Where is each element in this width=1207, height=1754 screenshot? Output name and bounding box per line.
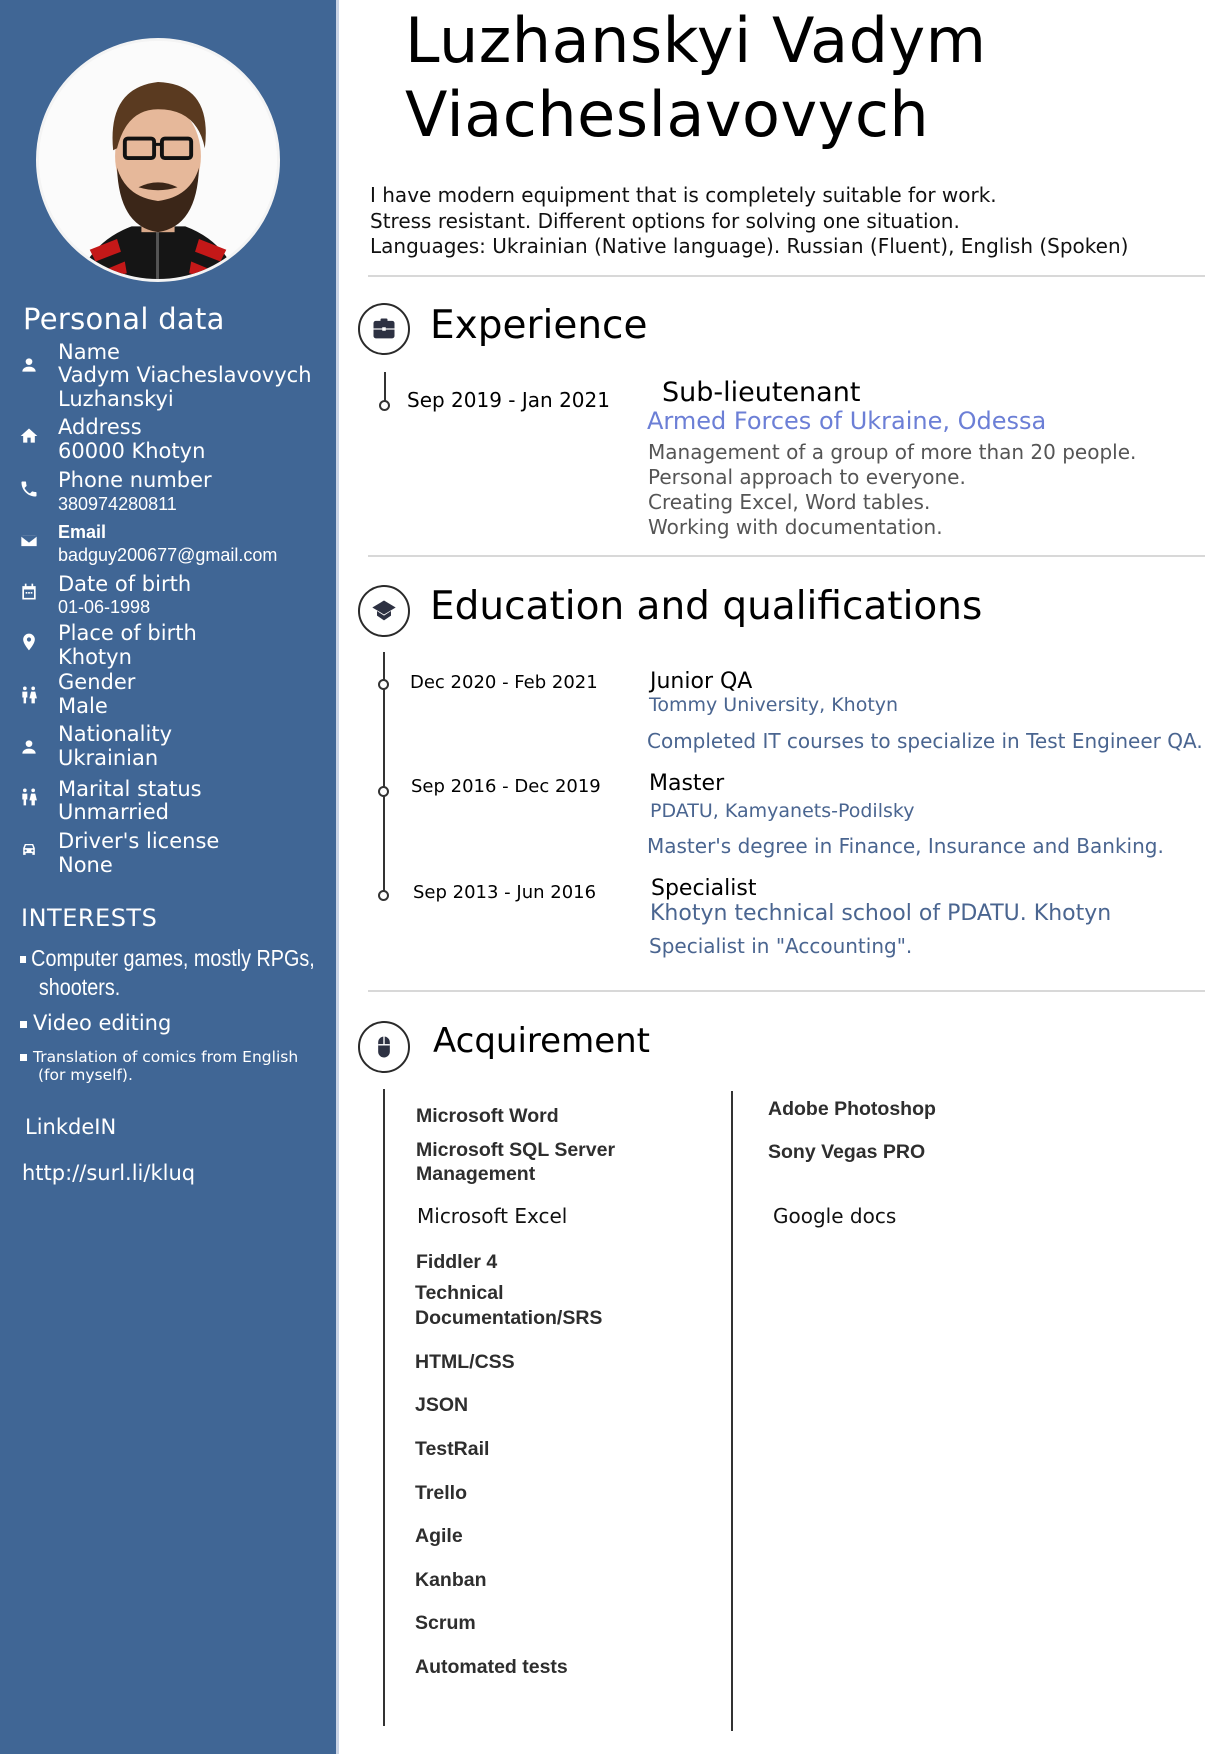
interests-title: INTERESTS	[21, 904, 158, 932]
summary	[370, 183, 1128, 260]
nationality-label: Nationality	[58, 722, 173, 746]
gender-value: Male	[58, 694, 108, 718]
graduation-cap-icon	[358, 585, 410, 637]
education-description: Master's degree in Finance, Insurance and Banking.	[647, 834, 1164, 858]
sidebar	[0, 0, 336, 1754]
experience-role: Sub-lieutenant	[662, 377, 861, 408]
bullet-icon	[20, 956, 26, 963]
timeline-dot	[378, 786, 389, 797]
name-value-line2: Luzhanskyi	[58, 387, 174, 411]
summary-line: Stress resistant. Different options for solving one situation.	[370, 208, 960, 233]
phone-icon	[18, 478, 40, 500]
description-line: Creating Excel, Word tables.	[648, 490, 931, 514]
interest-item	[20, 1011, 171, 1035]
skill-item: Automated tests	[415, 1656, 568, 1678]
education-description: Completed IT courses to specialize in Test Engineer QA.	[647, 729, 1203, 753]
interest-text: Computer games, mostly RPGs,	[31, 945, 315, 971]
divider	[368, 555, 1205, 557]
timeline-dot	[379, 400, 390, 411]
education-role: Specialist	[651, 876, 757, 901]
education-org: Khotyn technical school of PDATU. Khotyn	[650, 901, 1112, 926]
calendar-icon	[18, 581, 40, 603]
skill-item: HTML/CSS	[415, 1351, 515, 1373]
summary-line: I have modern equipment that is completely suitable for work.	[370, 183, 997, 207]
skill-item: Scrum	[415, 1612, 476, 1634]
interest-item	[20, 944, 315, 1002]
interest-item	[20, 1048, 298, 1084]
skill-item: JSON	[415, 1394, 469, 1416]
interest-text: Translation of comics from English	[33, 1048, 299, 1066]
car-icon	[18, 838, 40, 860]
description-line: Working with documentation.	[648, 515, 943, 539]
skill-item: Microsoft Word	[416, 1105, 559, 1127]
phone-value: 380974280811	[58, 494, 177, 514]
place-of-birth-value: Khotyn	[58, 645, 132, 669]
page-title	[405, 4, 987, 152]
skill-item: Kanban	[415, 1569, 487, 1591]
drivers-license-value: None	[58, 853, 113, 877]
education-title: Education and qualifications	[430, 584, 983, 629]
education-org: Tommy University, Khotyn	[649, 694, 899, 716]
divider	[368, 990, 1205, 992]
person-icon	[18, 736, 40, 758]
description-line: Personal approach to everyone.	[648, 465, 966, 489]
experience-dates: Sep 2019 - Jan 2021	[407, 388, 610, 412]
skill-item: Agile	[415, 1525, 463, 1547]
drivers-license-label: Driver's license	[58, 829, 220, 853]
marital-status-label: Marital status	[58, 777, 202, 801]
mouse-icon	[358, 1021, 410, 1073]
dob-value: 01-06-1998	[58, 597, 151, 617]
place-of-birth-label: Place of birth	[58, 621, 197, 645]
skill-item: Microsoft Excel	[417, 1204, 568, 1228]
linkedin-url-link[interactable]: http://surl.li/kluq	[22, 1161, 196, 1185]
skills-column-line-right	[731, 1091, 733, 1731]
experience-title: Experience	[430, 303, 648, 348]
profile-photo	[36, 38, 280, 282]
interest-text: Video editing	[33, 1011, 172, 1035]
skills-column-line-left	[383, 1089, 385, 1726]
skill-item: Microsoft SQL Server	[416, 1139, 616, 1161]
email-value[interactable]: badguy200677@gmail.com	[58, 545, 278, 565]
education-dates: Dec 2020 - Feb 2021	[410, 672, 598, 693]
education-dates: Sep 2013 - Jun 2016	[413, 882, 597, 903]
people-icon	[18, 684, 40, 706]
summary-line: Languages: Ukrainian (Native language). Russian (Fluent), English (Spoken)	[370, 234, 1129, 258]
skill-item: Fiddler 4	[416, 1251, 498, 1273]
briefcase-icon	[358, 303, 410, 355]
dob-label: Date of birth	[58, 572, 192, 596]
name-line-2: Viacheslavovych	[405, 78, 930, 151]
timeline-dot	[378, 890, 389, 901]
experience-org: Armed Forces of Ukraine, Odessa	[647, 407, 1047, 435]
skill-item: Google docs	[773, 1204, 897, 1228]
education-role: Junior QA	[650, 669, 753, 694]
location-pin-icon	[18, 631, 40, 653]
skill-item: Management	[416, 1163, 536, 1185]
experience-description	[648, 440, 1136, 540]
skill-item: Trello	[415, 1482, 468, 1504]
address-value: 60000 Khotyn	[58, 439, 206, 463]
linkedin-label: LinkdeIN	[25, 1115, 117, 1139]
people-icon	[18, 786, 40, 808]
bullet-icon	[20, 1054, 27, 1061]
nationality-value: Ukrainian	[58, 746, 159, 770]
address-label: Address	[58, 415, 142, 439]
skill-item: Technical	[415, 1282, 504, 1304]
skill-item: Documentation/SRS	[415, 1307, 603, 1329]
person-icon	[18, 354, 40, 376]
skill-item: Adobe Photoshop	[768, 1098, 936, 1120]
divider	[368, 275, 1205, 277]
home-icon	[18, 425, 40, 447]
interest-text-line2: (for myself).	[38, 1066, 133, 1084]
interest-text-line2: shooters.	[38, 974, 121, 1000]
sidebar-edge-divider	[336, 0, 339, 1754]
skill-item: TestRail	[415, 1438, 490, 1460]
name-label: Name	[58, 340, 120, 364]
education-role: Master	[649, 771, 725, 796]
email-label: Email	[58, 522, 107, 542]
gender-label: Gender	[58, 670, 136, 694]
education-org: PDATU, Kamyanets-Podilsky	[650, 800, 915, 822]
name-line-1: Luzhanskyi Vadym	[405, 4, 987, 77]
profile-photo-image	[39, 41, 277, 279]
personal-data-title: Personal data	[23, 302, 225, 336]
description-line: Management of a group of more than 20 people.	[648, 440, 1137, 464]
education-dates: Sep 2016 - Dec 2019	[411, 776, 601, 797]
bullet-icon	[20, 1021, 27, 1028]
marital-status-value: Unmarried	[58, 800, 169, 824]
timeline-dot	[378, 679, 389, 690]
skill-item: Sony Vegas PRO	[768, 1141, 926, 1163]
acquirement-title: Acquirement	[433, 1021, 650, 1061]
email-icon	[18, 530, 40, 552]
name-value: Vadym Viacheslavovych	[58, 363, 312, 387]
phone-label: Phone number	[58, 468, 212, 492]
education-description: Specialist in "Accounting".	[649, 934, 913, 958]
